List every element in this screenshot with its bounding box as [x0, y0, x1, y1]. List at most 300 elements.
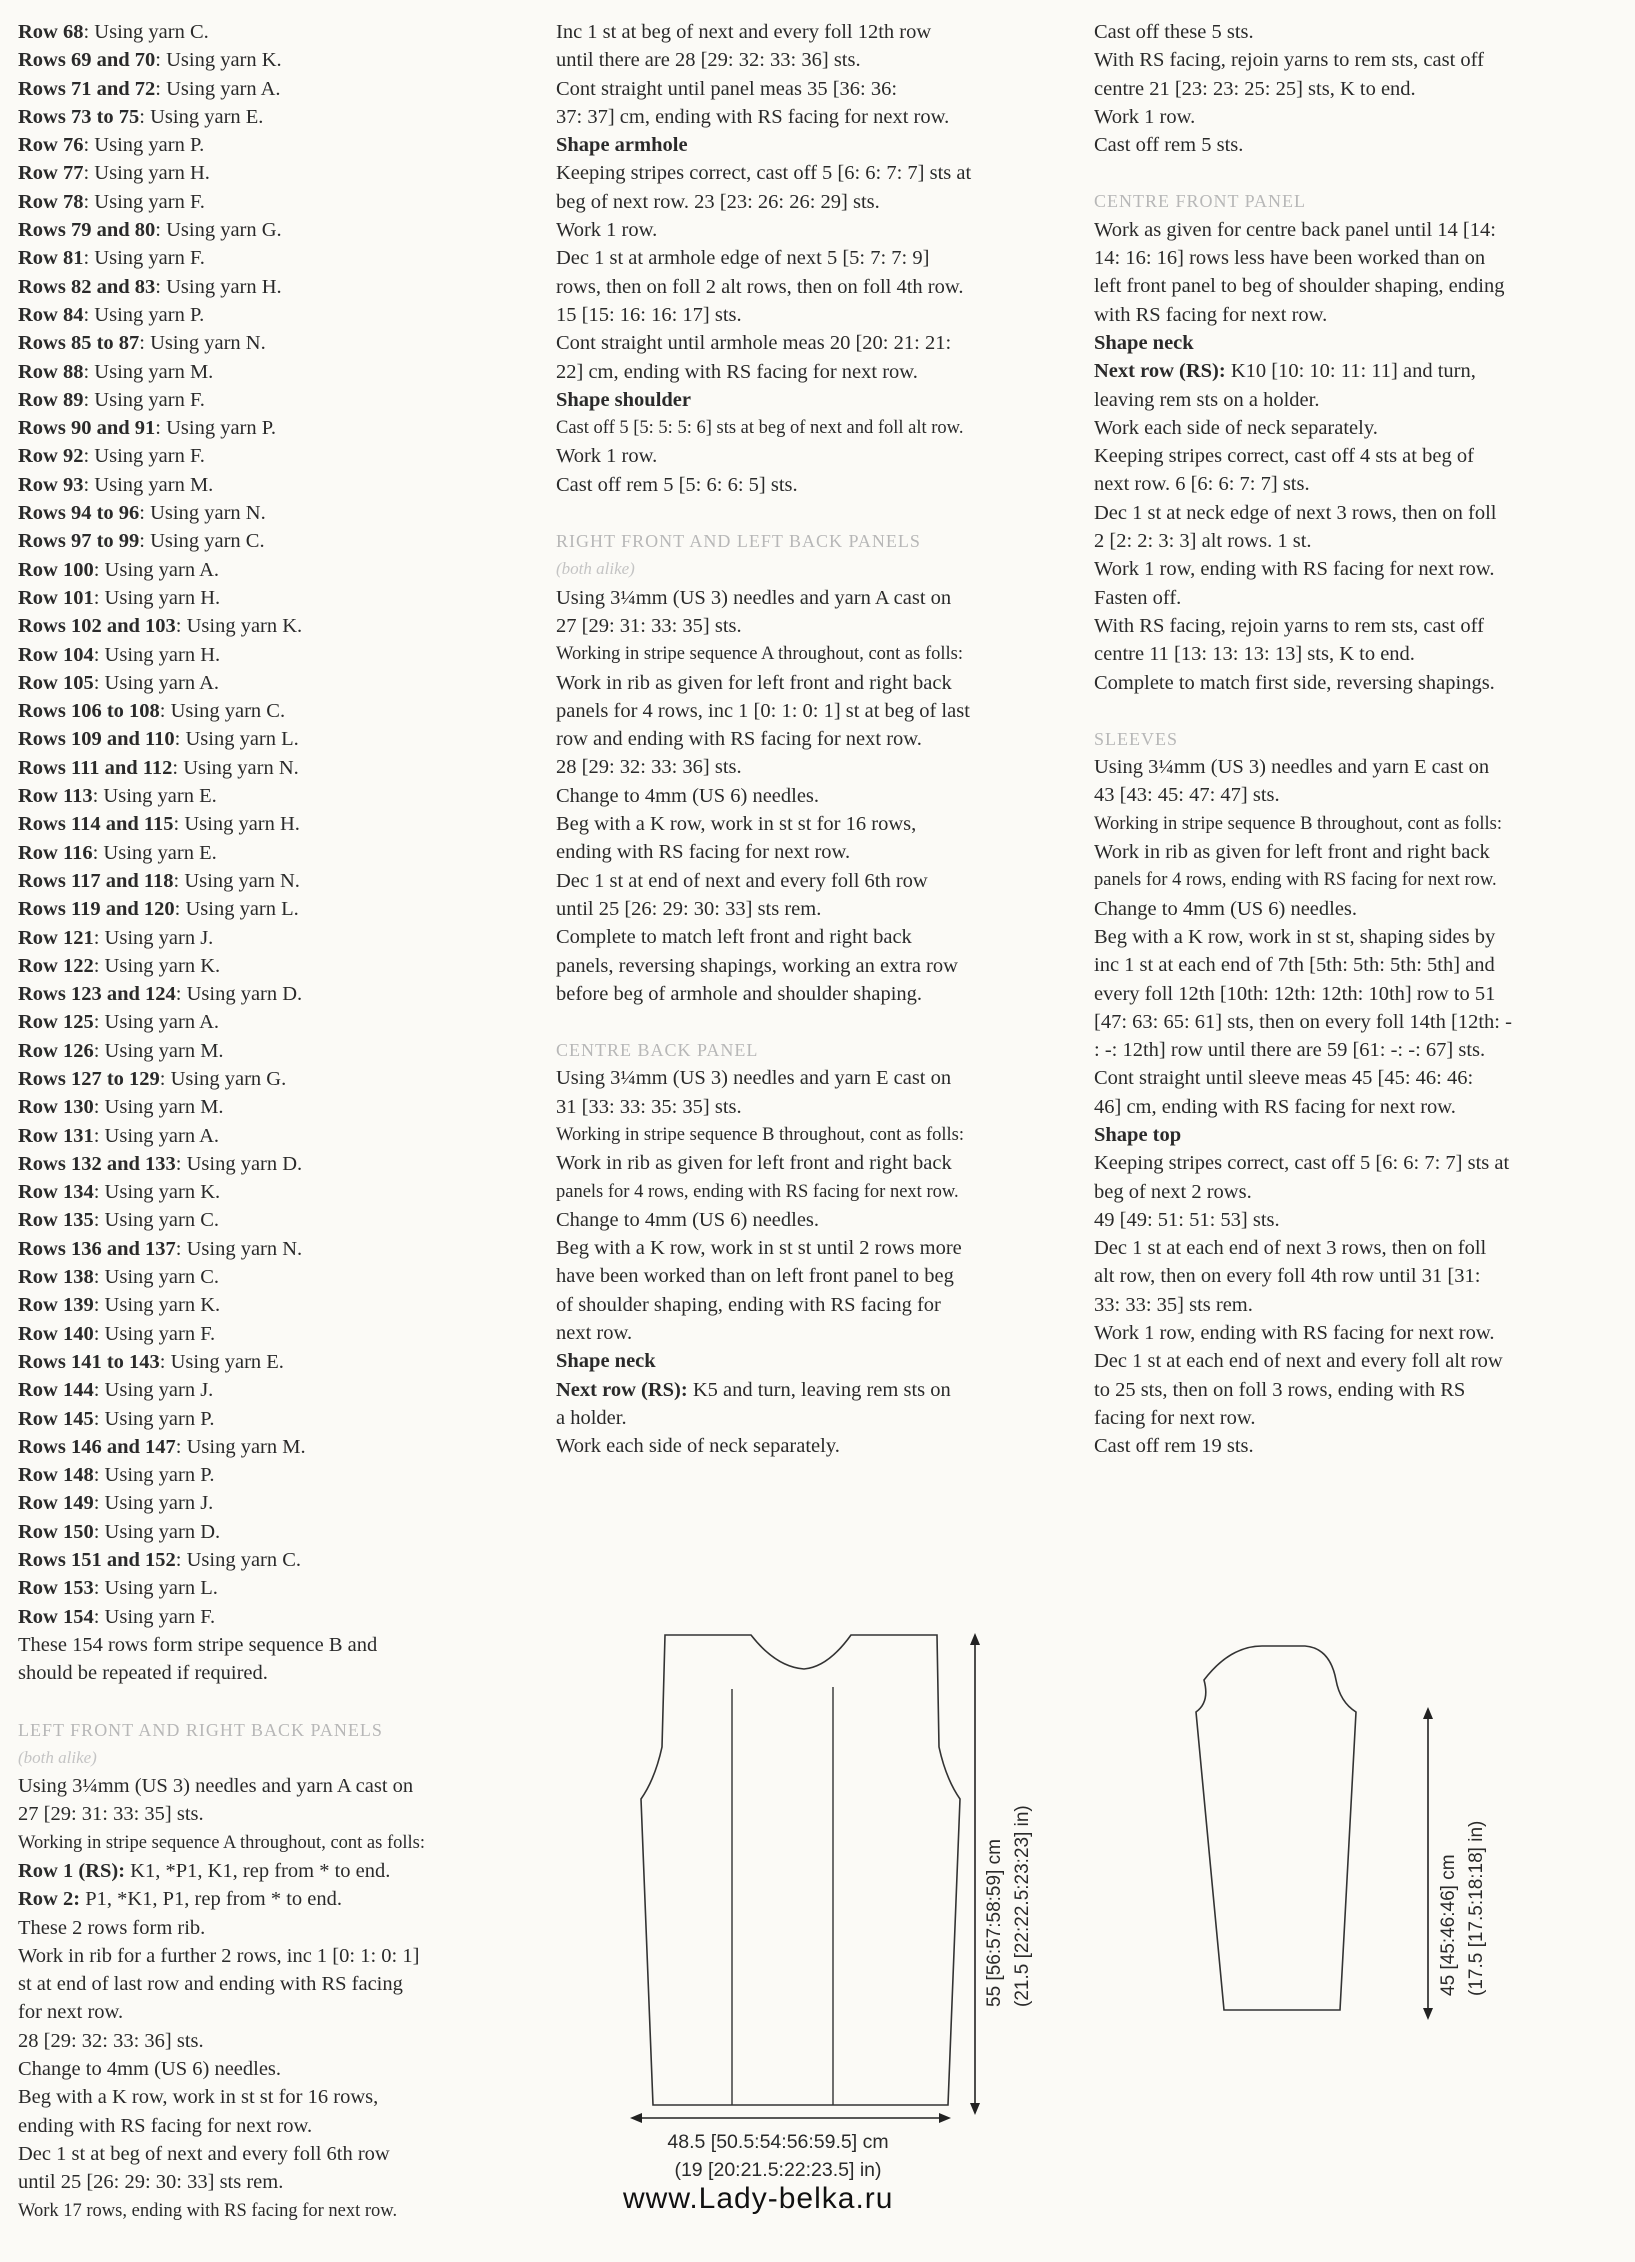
line-text: Work in rib for a further 2 rows, inc 1 [0: 1: 0: 1] [18, 1944, 420, 1967]
text-line [1094, 895, 1614, 923]
section-heading: SLEEVES [1094, 728, 1179, 749]
line-text: panels for 4 rows, ending with RS facing for next row. [1094, 870, 1497, 891]
line-text: 37: 37] cm, ending with RS facing for next row. [556, 105, 950, 128]
line-text: [47: 63: 65: 61] sts, then on every foll 14th [12th: - [1094, 1010, 1512, 1033]
line-text: : Using yarn F. [93, 1322, 216, 1345]
text-line [556, 75, 1076, 103]
text-line [18, 810, 538, 838]
text-line [1094, 1064, 1614, 1092]
line-text: for next row. [18, 2001, 124, 2024]
text-line [556, 1291, 1076, 1319]
line-text: : Using yarn E. [92, 785, 217, 808]
line-text: 33: 33: 35] sts rem. [1094, 1293, 1253, 1316]
text-line [18, 1376, 538, 1404]
line-text: : Using yarn C. [93, 1209, 220, 1232]
line-text: of shoulder shaping, ending with RS facing for [556, 1293, 941, 1316]
line-text: : Using yarn A. [93, 671, 220, 694]
text-line [18, 1574, 538, 1602]
row-label: Row 126 [18, 1039, 94, 1062]
line-text: : Using yarn N. [139, 502, 266, 525]
text-line [18, 1914, 538, 1942]
text-line [1094, 46, 1614, 74]
line-text: 22] cm, ending with RS facing for next row. [556, 360, 918, 383]
row-label: Row 93 [18, 473, 84, 496]
text-line [1094, 386, 1614, 414]
line-text: every foll 12th [10th: 12th: 12th: 10th] row to 51 [1094, 982, 1496, 1005]
row-label: Row 68 [18, 21, 84, 43]
text-line [18, 1405, 538, 1433]
subheading: Shape armhole [556, 134, 688, 157]
section-heading: RIGHT FRONT AND LEFT BACK PANELS [556, 531, 921, 552]
line-text: : Using yarn D. [175, 983, 303, 1006]
line-text: Work each side of neck separately. [556, 1435, 840, 1458]
row-label: Rows 82 and 83 [18, 275, 156, 298]
text-line [18, 1518, 538, 1546]
text-line [18, 867, 538, 895]
line-text: until there are 28 [29: 32: 33: 36] sts. [556, 49, 861, 72]
text-line [1094, 301, 1614, 329]
text-line [1094, 1008, 1614, 1036]
section-note: (both alike) [18, 1747, 97, 1767]
line-text: have been worked than on left front panel to beg [556, 1265, 954, 1288]
line-text: Cont straight until sleeve meas 45 [45: 46: 46: [1094, 1067, 1474, 1090]
text-line [18, 754, 538, 782]
body-width-in: (19 [20:21.5:22:23.5] in) [674, 2159, 882, 2181]
text-line [18, 1942, 538, 1970]
line-text: 27 [29: 31: 33: 35] sts. [556, 614, 742, 637]
text-line [556, 725, 1076, 753]
line-text: panels, reversing shapings, working an extra row [556, 954, 958, 977]
text-line [18, 1348, 538, 1376]
line-text: until 25 [26: 29: 30: 33] sts rem. [556, 897, 822, 920]
body-width-cm: 48.5 [50.5:54:56:59.5] cm [667, 2131, 889, 2153]
subheading: Shape neck [556, 1350, 656, 1373]
text-line [1094, 1432, 1614, 1460]
row-label: Rows 132 and 133 [18, 1152, 176, 1175]
row-label: Row 2: [18, 1888, 81, 1911]
text-line [556, 414, 1076, 442]
subheading: Shape shoulder [556, 388, 692, 411]
text-line [18, 2168, 538, 2196]
line-text: should be repeated if required. [18, 1662, 268, 1685]
text-line [18, 2055, 538, 2083]
line-text: Keeping stripes correct, cast off 4 sts at beg of [1094, 445, 1474, 468]
row-label: Row 89 [18, 388, 84, 411]
text-line [18, 1235, 538, 1263]
line-text: 31 [33: 33: 35: 35] sts. [556, 1095, 742, 1118]
text-line [1094, 1036, 1614, 1064]
line-text: Cont straight until panel meas 35 [36: 36: [556, 77, 898, 100]
text-line [18, 2140, 538, 2168]
row-label: Row 145 [18, 1407, 94, 1430]
line-text: 27 [29: 31: 33: 35] sts. [18, 1803, 204, 1826]
text-line [556, 810, 1076, 838]
line-text: : Using yarn H. [155, 275, 282, 298]
row-label: Rows 146 and 147 [18, 1435, 176, 1458]
text-line [18, 1093, 538, 1121]
text-line [1094, 838, 1614, 866]
line-text: : Using yarn E. [159, 1350, 284, 1373]
text-line [18, 612, 538, 640]
text-line [1094, 584, 1614, 612]
line-text: With RS facing, rejoin yarns to rem sts, cast off [1094, 614, 1484, 637]
text-line [556, 1178, 1076, 1206]
line-text: : Using yarn H. [173, 813, 300, 836]
line-text: Cast off rem 19 sts. [1094, 1435, 1254, 1458]
line-text: : Using yarn A. [93, 1011, 220, 1034]
line-text: Cast off rem 5 [5: 6: 6: 5] sts. [556, 473, 798, 496]
text-line [1094, 1178, 1614, 1206]
row-label: Row 149 [18, 1492, 94, 1515]
line-text: Keeping stripes correct, cast off 5 [6: 6: 7: 7] sts at [1094, 1152, 1510, 1175]
text-line [18, 499, 538, 527]
line-text: Complete to match left front and right back [556, 926, 912, 949]
text-line [1094, 1262, 1614, 1290]
line-text: Beg with a K row, work in st st for 16 rows, [556, 813, 917, 836]
row-label: Row 101 [18, 586, 94, 609]
text-line [556, 782, 1076, 810]
text-line [18, 1829, 538, 1857]
line-text: : Using yarn J. [93, 1492, 214, 1515]
text-line [556, 46, 1076, 74]
line-text: : Using yarn L. [174, 898, 299, 921]
sleeve-outline [1196, 1646, 1356, 2010]
line-text: ending with RS facing for next row. [18, 2114, 313, 2137]
text-line [18, 782, 538, 810]
row-label: Next row (RS): [1094, 360, 1226, 383]
row-label: Row 135 [18, 1209, 94, 1232]
text-line [18, 75, 538, 103]
row-label: Row 81 [18, 247, 84, 270]
text-line [18, 46, 538, 74]
line-text: with RS facing for next row. [1094, 303, 1328, 326]
text-line [18, 2112, 538, 2140]
line-text: Dec 1 st at armhole edge of next 5 [5: 7: 7: 9] [556, 247, 930, 270]
line-text: : Using yarn J. [93, 926, 214, 949]
text-line [556, 244, 1076, 272]
row-label: Next row (RS): [556, 1378, 688, 1401]
text-line [18, 1008, 538, 1036]
line-text: Cont straight until armhole meas 20 [20: 21: 21: [556, 332, 952, 355]
text-line [556, 584, 1076, 612]
row-label: Rows 69 and 70 [18, 49, 156, 72]
text-line [556, 1206, 1076, 1234]
line-text: : Using yarn N. [172, 756, 299, 779]
text-line [556, 18, 1076, 46]
section-note: (both alike) [556, 559, 635, 579]
text-line [556, 188, 1076, 216]
text-line [18, 159, 538, 187]
text-line [1094, 75, 1614, 103]
line-text: 15 [15: 16: 16: 17] sts. [556, 303, 742, 326]
line-text: 43 [43: 45: 47: 47] sts. [1094, 784, 1280, 807]
line-text: until 25 [26: 29: 30: 33] sts rem. [18, 2171, 284, 2194]
line-text: before beg of armhole and shoulder shaping. [556, 982, 923, 1005]
row-label: Rows 73 to 75 [18, 105, 140, 128]
row-label: Row 76 [18, 134, 84, 157]
line-text: : Using yarn K. [93, 1294, 221, 1317]
text-line [18, 471, 538, 499]
row-label: Rows 151 and 152 [18, 1549, 176, 1572]
row-label: Row 113 [18, 785, 93, 808]
line-text: : Using yarn M. [93, 1096, 224, 1119]
text-line [1094, 499, 1614, 527]
text-line [1094, 1376, 1614, 1404]
line-text: 2 [2: 2: 3: 3] alt rows. 1 st. [1094, 530, 1312, 553]
line-text: : Using yarn G. [159, 1067, 287, 1090]
line-text: Cast off 5 [5: 5: 5: 6] sts at beg of next and foll alt row. [556, 418, 964, 439]
text-line [18, 1800, 538, 1828]
line-text: : Using yarn K. [155, 49, 282, 72]
text-line [1094, 216, 1614, 244]
sleeve-length-cm: 45 [45:46:46] cm [1438, 1854, 1459, 1996]
row-label: Row 148 [18, 1464, 94, 1487]
row-label: Rows 127 to 129 [18, 1067, 160, 1090]
row-label: Row 116 [18, 841, 93, 864]
row-label: Rows 102 and 103 [18, 615, 176, 638]
line-text: Using 3¼mm (US 3) needles and yarn E cast on [1094, 756, 1490, 779]
body-schematic-diagram [618, 1625, 1068, 2145]
line-text: Dec 1 st at end of next and every foll 6th row [556, 869, 928, 892]
text-line [18, 2027, 538, 2055]
line-text: Dec 1 st at each end of next and every foll alt row [1094, 1350, 1503, 1373]
text-line [1094, 810, 1614, 838]
line-text: Using 3¼mm (US 3) needles and yarn A cast on [18, 1775, 414, 1798]
text-line [18, 301, 538, 329]
text-line [556, 273, 1076, 301]
sleeve-length-in: (17.5 [17.5:18:18] in) [1466, 1820, 1487, 1996]
text-line [556, 1064, 1076, 1092]
text-line [18, 1546, 538, 1574]
line-text: : Using yarn M. [93, 1039, 224, 1062]
text-line [556, 1149, 1076, 1177]
text-line [556, 1404, 1076, 1432]
row-label: Row 77 [18, 162, 84, 185]
column-left [18, 18, 538, 2225]
text-line [556, 442, 1076, 470]
row-label: Row 134 [18, 1181, 94, 1204]
row-label: Row 150 [18, 1520, 94, 1543]
line-text: : Using yarn L. [93, 1577, 218, 1600]
line-text: Work 1 row. [556, 219, 658, 242]
line-text: Cast off rem 5 sts. [1094, 134, 1244, 157]
line-text: : Using yarn C. [139, 530, 265, 553]
line-text: : Using yarn N. [175, 1237, 303, 1260]
row-label: Row 84 [18, 303, 84, 326]
text-line [1094, 866, 1614, 894]
text-line [556, 640, 1076, 668]
line-text: Dec 1 st at each end of next 3 rows, then on foll [1094, 1237, 1487, 1260]
line-text: Work 1 row, ending with RS facing for next row. [1094, 1322, 1495, 1345]
line-text: Dec 1 st at beg of next and every foll 6th row [18, 2142, 390, 2165]
text-line [556, 329, 1076, 357]
line-text: rows, then on foll 2 alt rows, then on foll 4th row. [556, 275, 964, 298]
line-text: : Using yarn F. [83, 445, 205, 468]
line-text: : Using yarn F. [83, 190, 205, 213]
text-line [18, 952, 538, 980]
text-line [18, 131, 538, 159]
line-text: : -: 12th] row until there are 59 [61: -: -: 67] sts. [1094, 1039, 1486, 1062]
text-line [18, 442, 538, 470]
line-text: : Using yarn H. [93, 643, 221, 666]
line-text: : Using yarn K. [93, 954, 221, 977]
line-text: : Using yarn P. [93, 1407, 215, 1430]
text-line [18, 980, 538, 1008]
text-line [18, 839, 538, 867]
row-label: Rows 136 and 137 [18, 1237, 176, 1260]
text-line [18, 1206, 538, 1234]
row-label: Row 130 [18, 1096, 94, 1119]
line-text: Dec 1 st at neck edge of next 3 rows, then on foll [1094, 501, 1497, 524]
text-line [1094, 951, 1614, 979]
line-text: : Using yarn P. [83, 303, 205, 326]
footer-url[interactable]: www.Lady-belka.ru [623, 2182, 894, 2215]
line-text: : Using yarn C. [175, 1549, 302, 1572]
column-middle [556, 18, 1076, 1461]
text-line [18, 669, 538, 697]
text-line [18, 924, 538, 952]
line-text: : Using yarn P. [83, 134, 205, 157]
line-text: K5 and turn, leaving rem sts on [687, 1378, 951, 1401]
text-line [1094, 527, 1614, 555]
text-line [18, 1489, 538, 1517]
text-line [556, 103, 1076, 131]
line-text: Work each side of neck separately. [1094, 416, 1378, 439]
text-line [556, 1376, 1076, 1404]
line-text: panels for 4 rows, ending with RS facing for next row. [556, 1181, 959, 1202]
body-height-in: (21.5 [22:22.5:23:23] in) [1012, 1805, 1033, 2007]
line-text: K10 [10: 10: 11: 11] and turn, [1225, 360, 1476, 383]
text-line [1094, 470, 1614, 498]
row-label: Rows 109 and 110 [18, 728, 175, 751]
line-text: : Using yarn E. [92, 841, 217, 864]
text-line [18, 527, 538, 555]
text-line [556, 1432, 1076, 1460]
text-line [18, 725, 538, 753]
text-line [18, 1885, 538, 1913]
line-text: next row. [556, 1322, 633, 1345]
text-line [556, 159, 1076, 187]
row-label: Row 1 (RS): [18, 1860, 126, 1882]
text-line [18, 188, 538, 216]
text-line [18, 1603, 538, 1631]
row-label: Rows 123 and 124 [18, 983, 176, 1006]
line-text: panels for 4 rows, inc 1 [0: 1: 0: 1] st at beg of last [556, 699, 970, 722]
section-heading: CENTRE BACK PANEL [556, 1040, 759, 1061]
line-text: row and ending with RS facing for next row. [556, 728, 922, 751]
text-line [18, 1263, 538, 1291]
row-label: Row 122 [18, 954, 94, 977]
row-label: Row 131 [18, 1124, 94, 1147]
text-line [18, 244, 538, 272]
line-text: 28 [29: 32: 33: 36] sts. [18, 2029, 204, 2052]
text-line [1094, 1149, 1614, 1177]
text-line [1094, 1347, 1614, 1375]
line-text: Keeping stripes correct, cast off 5 [6: 6: 7: 7] sts at [556, 162, 972, 185]
text-line [556, 1262, 1076, 1290]
row-label: Rows 90 and 91 [18, 417, 156, 440]
line-text: : Using yarn H. [83, 162, 210, 185]
line-text: 49 [49: 51: 51: 53] sts. [1094, 1208, 1280, 1231]
line-text: Working in stripe sequence A throughout, cont as folls: [18, 1832, 425, 1853]
line-text: facing for next row. [1094, 1406, 1256, 1429]
row-label: Rows 114 and 115 [18, 813, 174, 836]
text-line [1094, 103, 1614, 131]
row-label: Row 139 [18, 1294, 94, 1317]
line-text: These 154 rows form stripe sequence B and [18, 1633, 378, 1656]
line-text: beg of next 2 rows. [1094, 1180, 1252, 1203]
text-line [18, 1970, 538, 1998]
row-label: Row 100 [18, 558, 94, 581]
row-label: Row 125 [18, 1011, 94, 1034]
row-label: Row 104 [18, 643, 94, 666]
text-line [556, 952, 1076, 980]
line-text: : Using yarn A. [155, 77, 281, 100]
line-text: ending with RS facing for next row. [556, 841, 851, 864]
line-text: : Using yarn J. [93, 1379, 214, 1402]
line-text: a holder. [556, 1406, 627, 1429]
text-line [18, 2083, 538, 2111]
text-line [556, 1319, 1076, 1347]
line-text: Using 3¼mm (US 3) needles and yarn E cast on [556, 1067, 952, 1090]
text-line [556, 980, 1076, 1008]
line-text: Fasten off. [1094, 586, 1182, 609]
line-text: Working in stripe sequence B throughout, cont as folls: [556, 1124, 965, 1145]
line-text: beg of next row. 23 [23: 26: 26: 29] sts. [556, 190, 880, 213]
line-text: : Using yarn C. [93, 1266, 220, 1289]
line-text: With RS facing, rejoin yarns to rem sts, cast off [1094, 49, 1484, 72]
text-line [18, 103, 538, 131]
text-line [18, 895, 538, 923]
text-line [556, 697, 1076, 725]
text-line [18, 386, 538, 414]
line-text: : Using yarn F. [93, 1605, 216, 1628]
line-text: Change to 4mm (US 6) needles. [556, 784, 820, 807]
line-text: : Using yarn N. [139, 332, 266, 355]
text-line [556, 1121, 1076, 1149]
line-text: : Using yarn P. [93, 1464, 215, 1487]
text-line [18, 1291, 538, 1319]
text-line [18, 641, 538, 669]
text-line [1094, 781, 1614, 809]
text-line [18, 1433, 538, 1461]
row-label: Row 144 [18, 1379, 94, 1402]
line-text: : Using yarn A. [93, 558, 220, 581]
row-label: Rows 117 and 118 [18, 869, 174, 892]
text-line [556, 301, 1076, 329]
line-text: Work 1 row. [556, 445, 658, 468]
text-line [1094, 272, 1614, 300]
line-text: Inc 1 st at beg of next and every foll 12th row [556, 21, 932, 43]
line-text: 28 [29: 32: 33: 36] sts. [556, 756, 742, 779]
text-line [18, 18, 538, 46]
line-text: Complete to match first side, reversing shapings. [1094, 671, 1495, 694]
text-line [18, 1461, 538, 1489]
line-text: : Using yarn G. [155, 219, 282, 242]
text-line [18, 1659, 538, 1687]
text-line [1094, 18, 1614, 46]
text-line [18, 556, 538, 584]
text-line [556, 358, 1076, 386]
line-text: Work in rib as given for left front and right back [556, 1152, 952, 1175]
line-text: Working in stripe sequence B throughout, cont as folls: [1094, 813, 1503, 834]
line-text: : Using yarn M. [83, 473, 214, 496]
text-line [18, 358, 538, 386]
text-line [1094, 442, 1614, 470]
text-line [1094, 357, 1614, 385]
column-right [1094, 18, 1614, 1461]
text-line [556, 471, 1076, 499]
